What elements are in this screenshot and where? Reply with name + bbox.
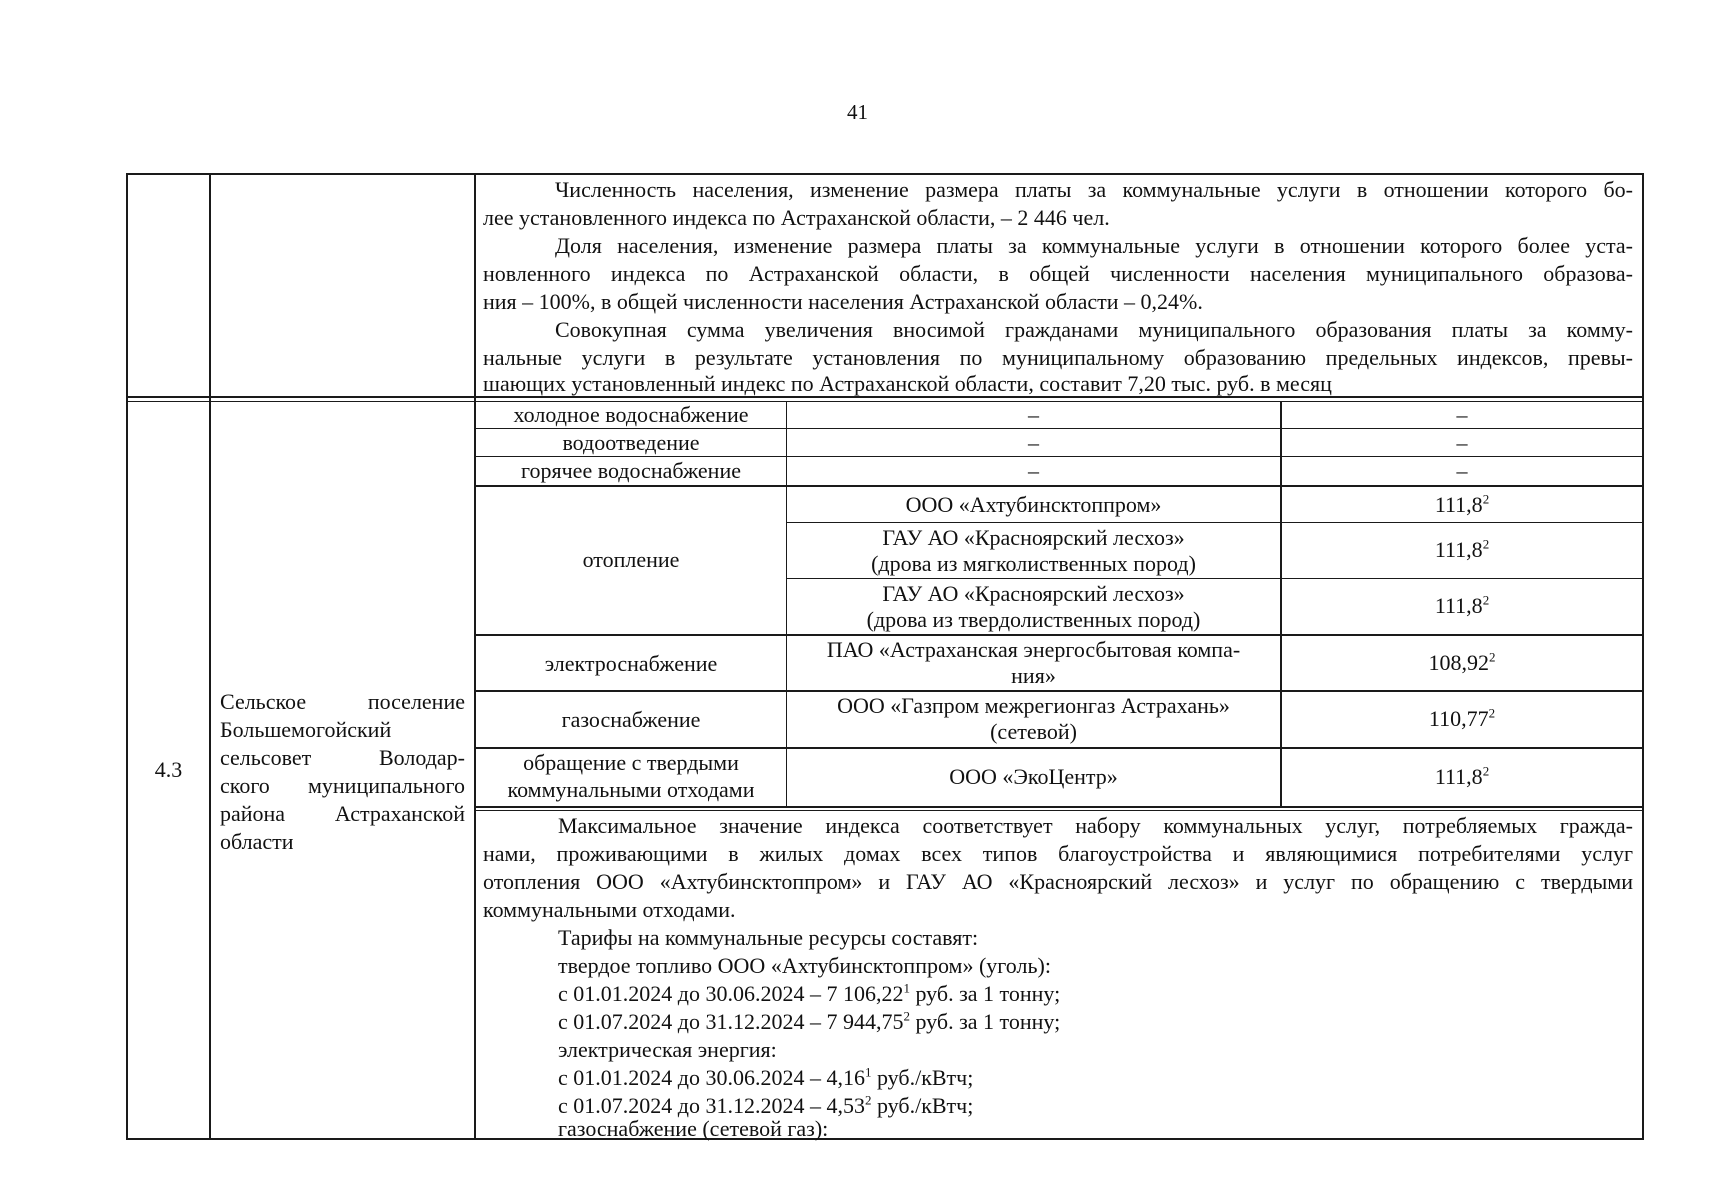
notes-line: отопления ООО «Ахтубинсктоппром» и ГАУ АО «Красноярский лесхоз» и услуг по обращению с твердыми [483, 869, 1633, 894]
paragraph-share-line3: ния – 100%, в общей численности населения Астраханской области – 0,24%. [483, 289, 1203, 314]
provider-name: ООО «Газпром межрегионгаз Астрахань» [837, 693, 1230, 718]
footnote-mark: 2 [864, 1092, 872, 1108]
tariff-text: электрическая энергия: [558, 1037, 777, 1062]
municipality-line: ского муниципального [220, 773, 465, 798]
tariff-unit: руб. за 1 тонну; [909, 981, 1061, 1006]
page-number: 41 [847, 100, 868, 124]
paragraph-population-line2: лее установленного индекса по Астраханской области, – 2 446 чел. [483, 205, 1110, 230]
municipality-line: сельсовет Володар- [220, 745, 465, 770]
provider-name-line2: (сетевой) [990, 719, 1077, 744]
provider-name-line2: (дрова из мягколиственных пород) [871, 551, 1196, 576]
notes-line: Максимальное значение индекса соответствует набору коммунальных услуг, потребляемых гражда- [558, 813, 1633, 838]
notes-line: коммунальными отходами. [483, 897, 736, 922]
municipality-line: Большемогойский [220, 717, 392, 742]
provider-name: ГАУ АО «Красноярский лесхоз» [882, 525, 1185, 550]
footnote-mark: 2 [1482, 491, 1490, 507]
index-number: 110,77 [1428, 706, 1489, 731]
service-name: газоснабжение [561, 707, 701, 732]
paragraph-total-sum: Совокупная сумма увеличения вносимой гражданами муниципального образования платы за комму- [555, 317, 1633, 342]
tariff-line [558, 1008, 1060, 1036]
row-number: 4.3 [154, 757, 183, 782]
footnote-mark: 2 [903, 1008, 910, 1024]
paragraph-total-sum-line2: нальные услуги в результате установления по муниципальному образованию предельных индексов, превы- [483, 345, 1633, 370]
paragraph-share: Доля населения, изменение размера платы за коммунальные услуги в отношении которого более уста- [555, 233, 1633, 258]
index-value: – [1456, 402, 1468, 427]
paragraph-share-line2: новленного индекса по Астраханской области, в общей численности населения муниципального образова- [483, 261, 1633, 286]
service-name-line2: коммунальными отходами [507, 777, 755, 802]
index-number: 111,8 [1434, 764, 1483, 789]
service-name: водоотведение [562, 430, 700, 455]
paragraph-total-sum-line3: шающих установленный индекс по Астраханской области, составит 7,20 тыс. руб. в месяц [483, 371, 1332, 396]
service-name: горячее водоснабжение [521, 458, 741, 483]
tariff-line [558, 1036, 777, 1064]
tariff-text: с 01.07.2024 до 31.12.2024 – 7 944,75 [558, 1009, 904, 1034]
index-value [1282, 705, 1642, 733]
notes-line: нами, проживающими в жилых домах всех типов благоустройства и являющимися потребителями услуг [483, 841, 1633, 866]
municipality-line: района Астраханской [220, 801, 465, 826]
index-number: 111,8 [1434, 593, 1483, 618]
service-name: электроснабжение [544, 651, 718, 676]
municipality-line: Сельское поселение [220, 689, 465, 714]
municipality-line: области [220, 829, 294, 854]
tariff-text: газоснабжение (сетевой газ): [558, 1116, 829, 1141]
footnote-mark: 2 [1488, 705, 1496, 721]
index-value [1282, 536, 1642, 564]
tariff-unit: руб./кВтч; [871, 1093, 974, 1118]
provider-name: ПАО «Астраханская энергосбытовая компа- [826, 637, 1241, 662]
footnote-mark: 1 [864, 1064, 872, 1080]
tariff-text: твердое топливо ООО «Ахтубинсктоппром» (уголь): [558, 953, 1051, 978]
tariff-line [558, 952, 1051, 980]
tariff-text: с 01.07.2024 до 31.12.2024 – 4,53 [558, 1093, 865, 1118]
provider-name: ООО «ЭкоЦентр» [949, 764, 1118, 789]
provider-name-line2: ния» [1011, 663, 1056, 688]
index-number: 111,8 [1434, 492, 1483, 517]
tariffs-heading: Тарифы на коммунальные ресурсы составят: [558, 925, 979, 950]
footnote-mark: 2 [1482, 592, 1490, 608]
footnote-mark: 2 [1482, 763, 1490, 779]
index-value [1282, 592, 1642, 620]
provider-name: – [1028, 402, 1039, 427]
tariff-unit: руб./кВтч; [871, 1065, 974, 1090]
index-value: – [1456, 458, 1468, 483]
tariff-line [558, 1064, 973, 1092]
provider-name: – [1028, 458, 1039, 483]
service-name: холодное водоснабжение [513, 402, 749, 427]
provider-name: – [1028, 430, 1039, 455]
paragraph-population: Численность населения, изменение размера платы за коммунальные услуги в отношении которого бо- [555, 177, 1633, 202]
tariff-unit: руб. за 1 тонну; [909, 1009, 1061, 1034]
footnote-mark: 2 [1482, 536, 1490, 552]
index-number: 108,92 [1428, 650, 1489, 675]
index-value [1282, 649, 1642, 677]
provider-name-line2: (дрова из твердолиственных пород) [866, 607, 1201, 632]
provider-name: ООО «Ахтубинсктоппром» [905, 492, 1162, 517]
tariff-line [558, 980, 1060, 1008]
footnote-mark: 2 [1489, 649, 1496, 665]
index-value [1282, 491, 1642, 519]
service-name: обращение с твердыми [523, 750, 739, 775]
tariff-text: с 01.01.2024 до 30.06.2024 – 7 106,22 [558, 981, 904, 1006]
index-value: – [1456, 430, 1468, 455]
index-value [1282, 763, 1642, 791]
tariff-text: с 01.01.2024 до 30.06.2024 – 4,16 [558, 1065, 865, 1090]
service-name: отопление [582, 547, 680, 572]
provider-name: ГАУ АО «Красноярский лесхоз» [882, 581, 1185, 606]
tariff-line [558, 1118, 828, 1140]
footnote-mark: 1 [903, 980, 910, 996]
index-number: 111,8 [1434, 537, 1483, 562]
